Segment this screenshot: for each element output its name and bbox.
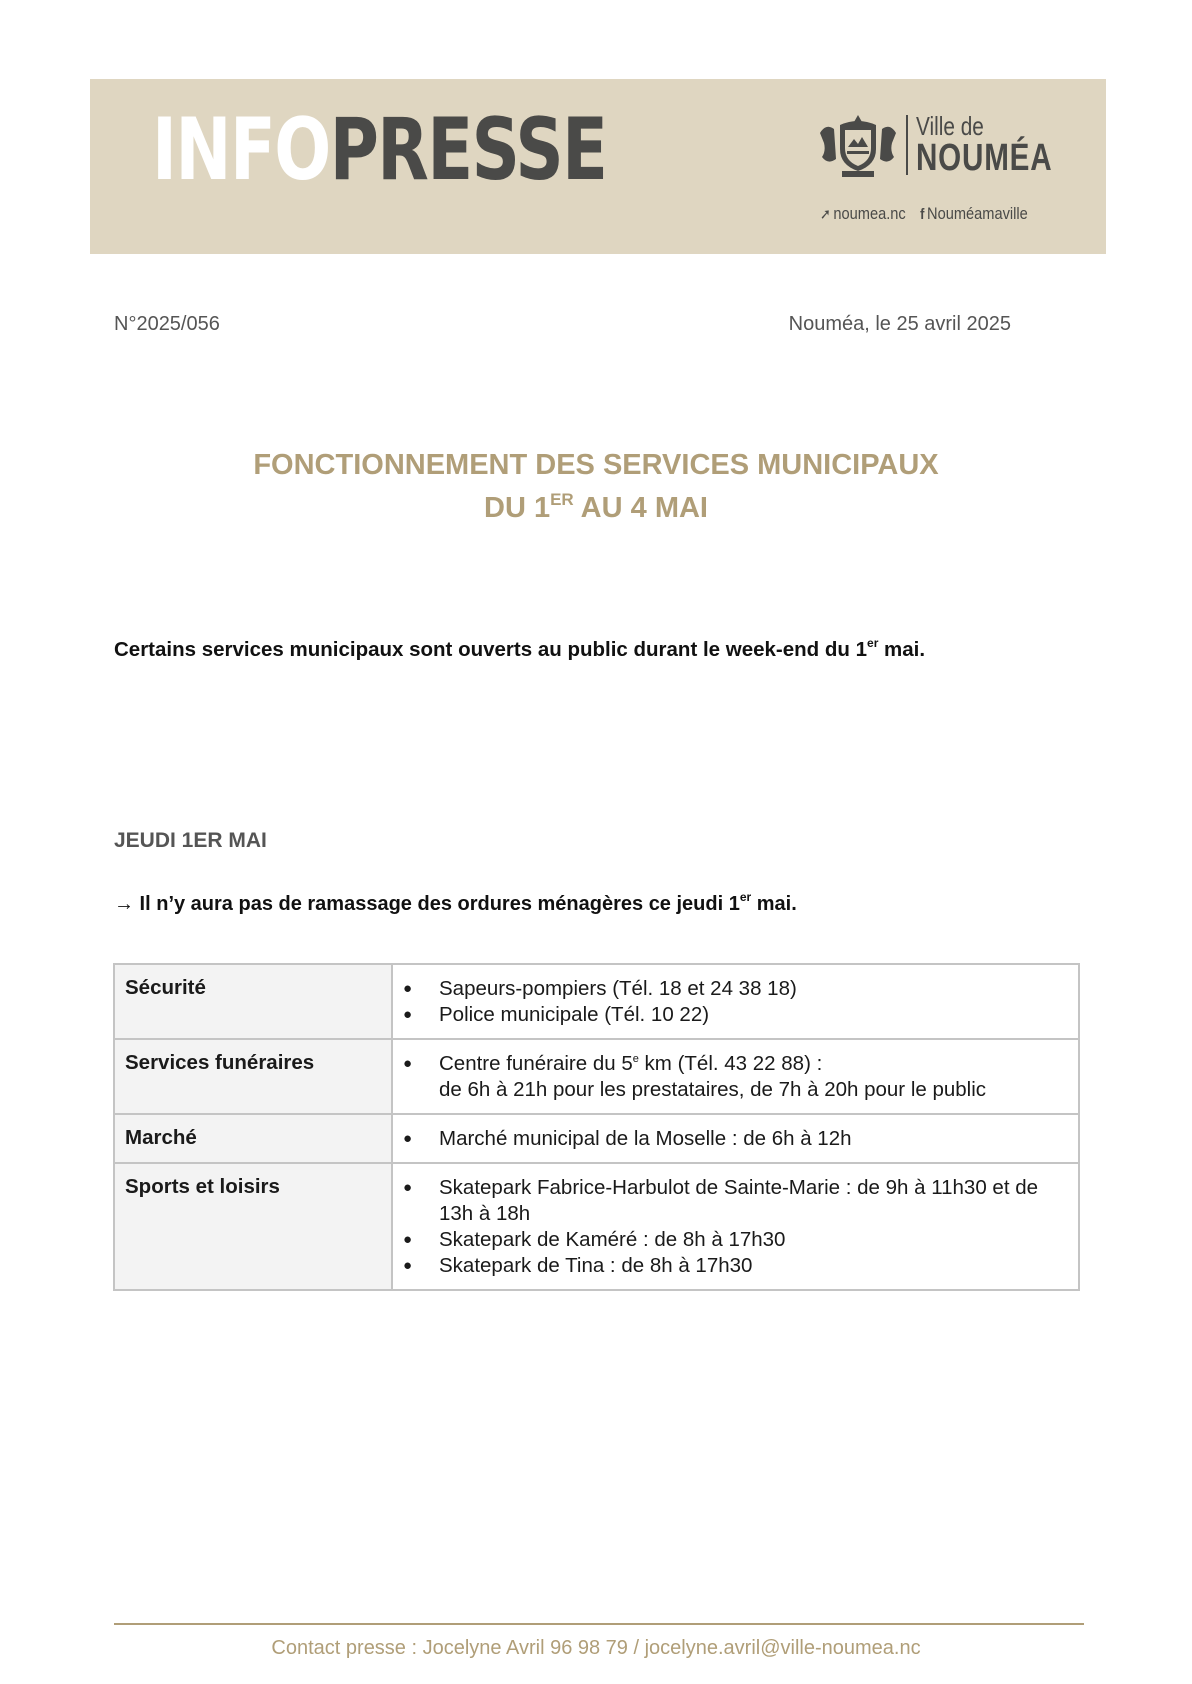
arrow-icon: ➚: [820, 206, 831, 223]
logo-facebook: Nouméamaville: [927, 204, 1028, 223]
list-item: ● Marché municipal de la Moselle : de 6h à 12h: [403, 1126, 1068, 1152]
table-row: [114, 964, 1079, 1039]
list-item: ● Sapeurs-pompiers (Tél. 18 et 24 38 18): [403, 976, 1068, 1002]
page-title: [0, 444, 1192, 530]
list-item: ● Skatepark de Kaméré : de 8h à 17h30: [403, 1227, 1068, 1253]
logo-ville: Ville de: [916, 111, 984, 141]
services-table: [113, 963, 1080, 1291]
items-cell: [392, 1114, 1079, 1163]
header-banner: [90, 79, 1106, 254]
category-cell: Marché: [114, 1114, 392, 1163]
table-row: [114, 1114, 1079, 1163]
category-cell: Sécurité: [114, 964, 392, 1039]
logo-divider: [906, 115, 908, 175]
title-line-2: DU 1ER AU 4 MAI: [484, 490, 708, 524]
category-cell: Sports et loisirs: [114, 1163, 392, 1290]
footer-divider: [114, 1623, 1084, 1625]
logo-city-name: NOUMÉA: [916, 137, 1053, 179]
logo-links: [820, 204, 1028, 224]
items-cell: [392, 1163, 1079, 1290]
brand-info: INFO: [152, 100, 330, 200]
release-date: Nouméa, le 25 avril 2025: [788, 313, 1011, 335]
press-contact: Contact presse : Jocelyne Avril 96 98 79 / jocelyne.avril@ville-noumea.nc: [271, 1637, 921, 1659]
list-item: ● Centre funéraire du 5e km (Tél. 43 22 88) : de 6h à 21h pour les prestataires, de 7h à 20h pour le public: [403, 1051, 1068, 1103]
brand-wordmark: [152, 100, 607, 200]
collection-note: → Il n’y aura pas de ramassage des ordures ménagères ce jeudi 1er mai.: [114, 890, 797, 915]
table-row: [114, 1039, 1079, 1114]
city-logo: [818, 109, 1058, 223]
list-item: ● Police municipale (Tél. 10 22): [403, 1002, 1068, 1028]
section-heading: JEUDI 1ER MAI: [114, 829, 267, 852]
list-item: ● Skatepark de Tina : de 8h à 17h30: [403, 1253, 1068, 1279]
items-cell: [392, 964, 1079, 1039]
items-cell: [392, 1039, 1079, 1114]
table-row: [114, 1163, 1079, 1290]
title-line-1: FONCTIONNEMENT DES SERVICES MUNICIPAUX: [253, 449, 939, 481]
lead-paragraph: Certains services municipaux sont ouverts au public durant le week-end du 1er mai.: [114, 636, 926, 661]
category-cell: Services funéraires: [114, 1039, 392, 1114]
logo-site: noumea.nc: [833, 204, 906, 223]
release-number: N°2025/056: [114, 313, 220, 335]
coat-of-arms-icon: [818, 113, 898, 179]
facebook-icon: f: [920, 206, 925, 223]
list-item: ● Skatepark Fabrice-Harbulot de Sainte-Marie : de 9h à 11h30 et de 13h à 18h: [403, 1175, 1068, 1227]
brand-presse: PRESSE: [329, 100, 607, 200]
